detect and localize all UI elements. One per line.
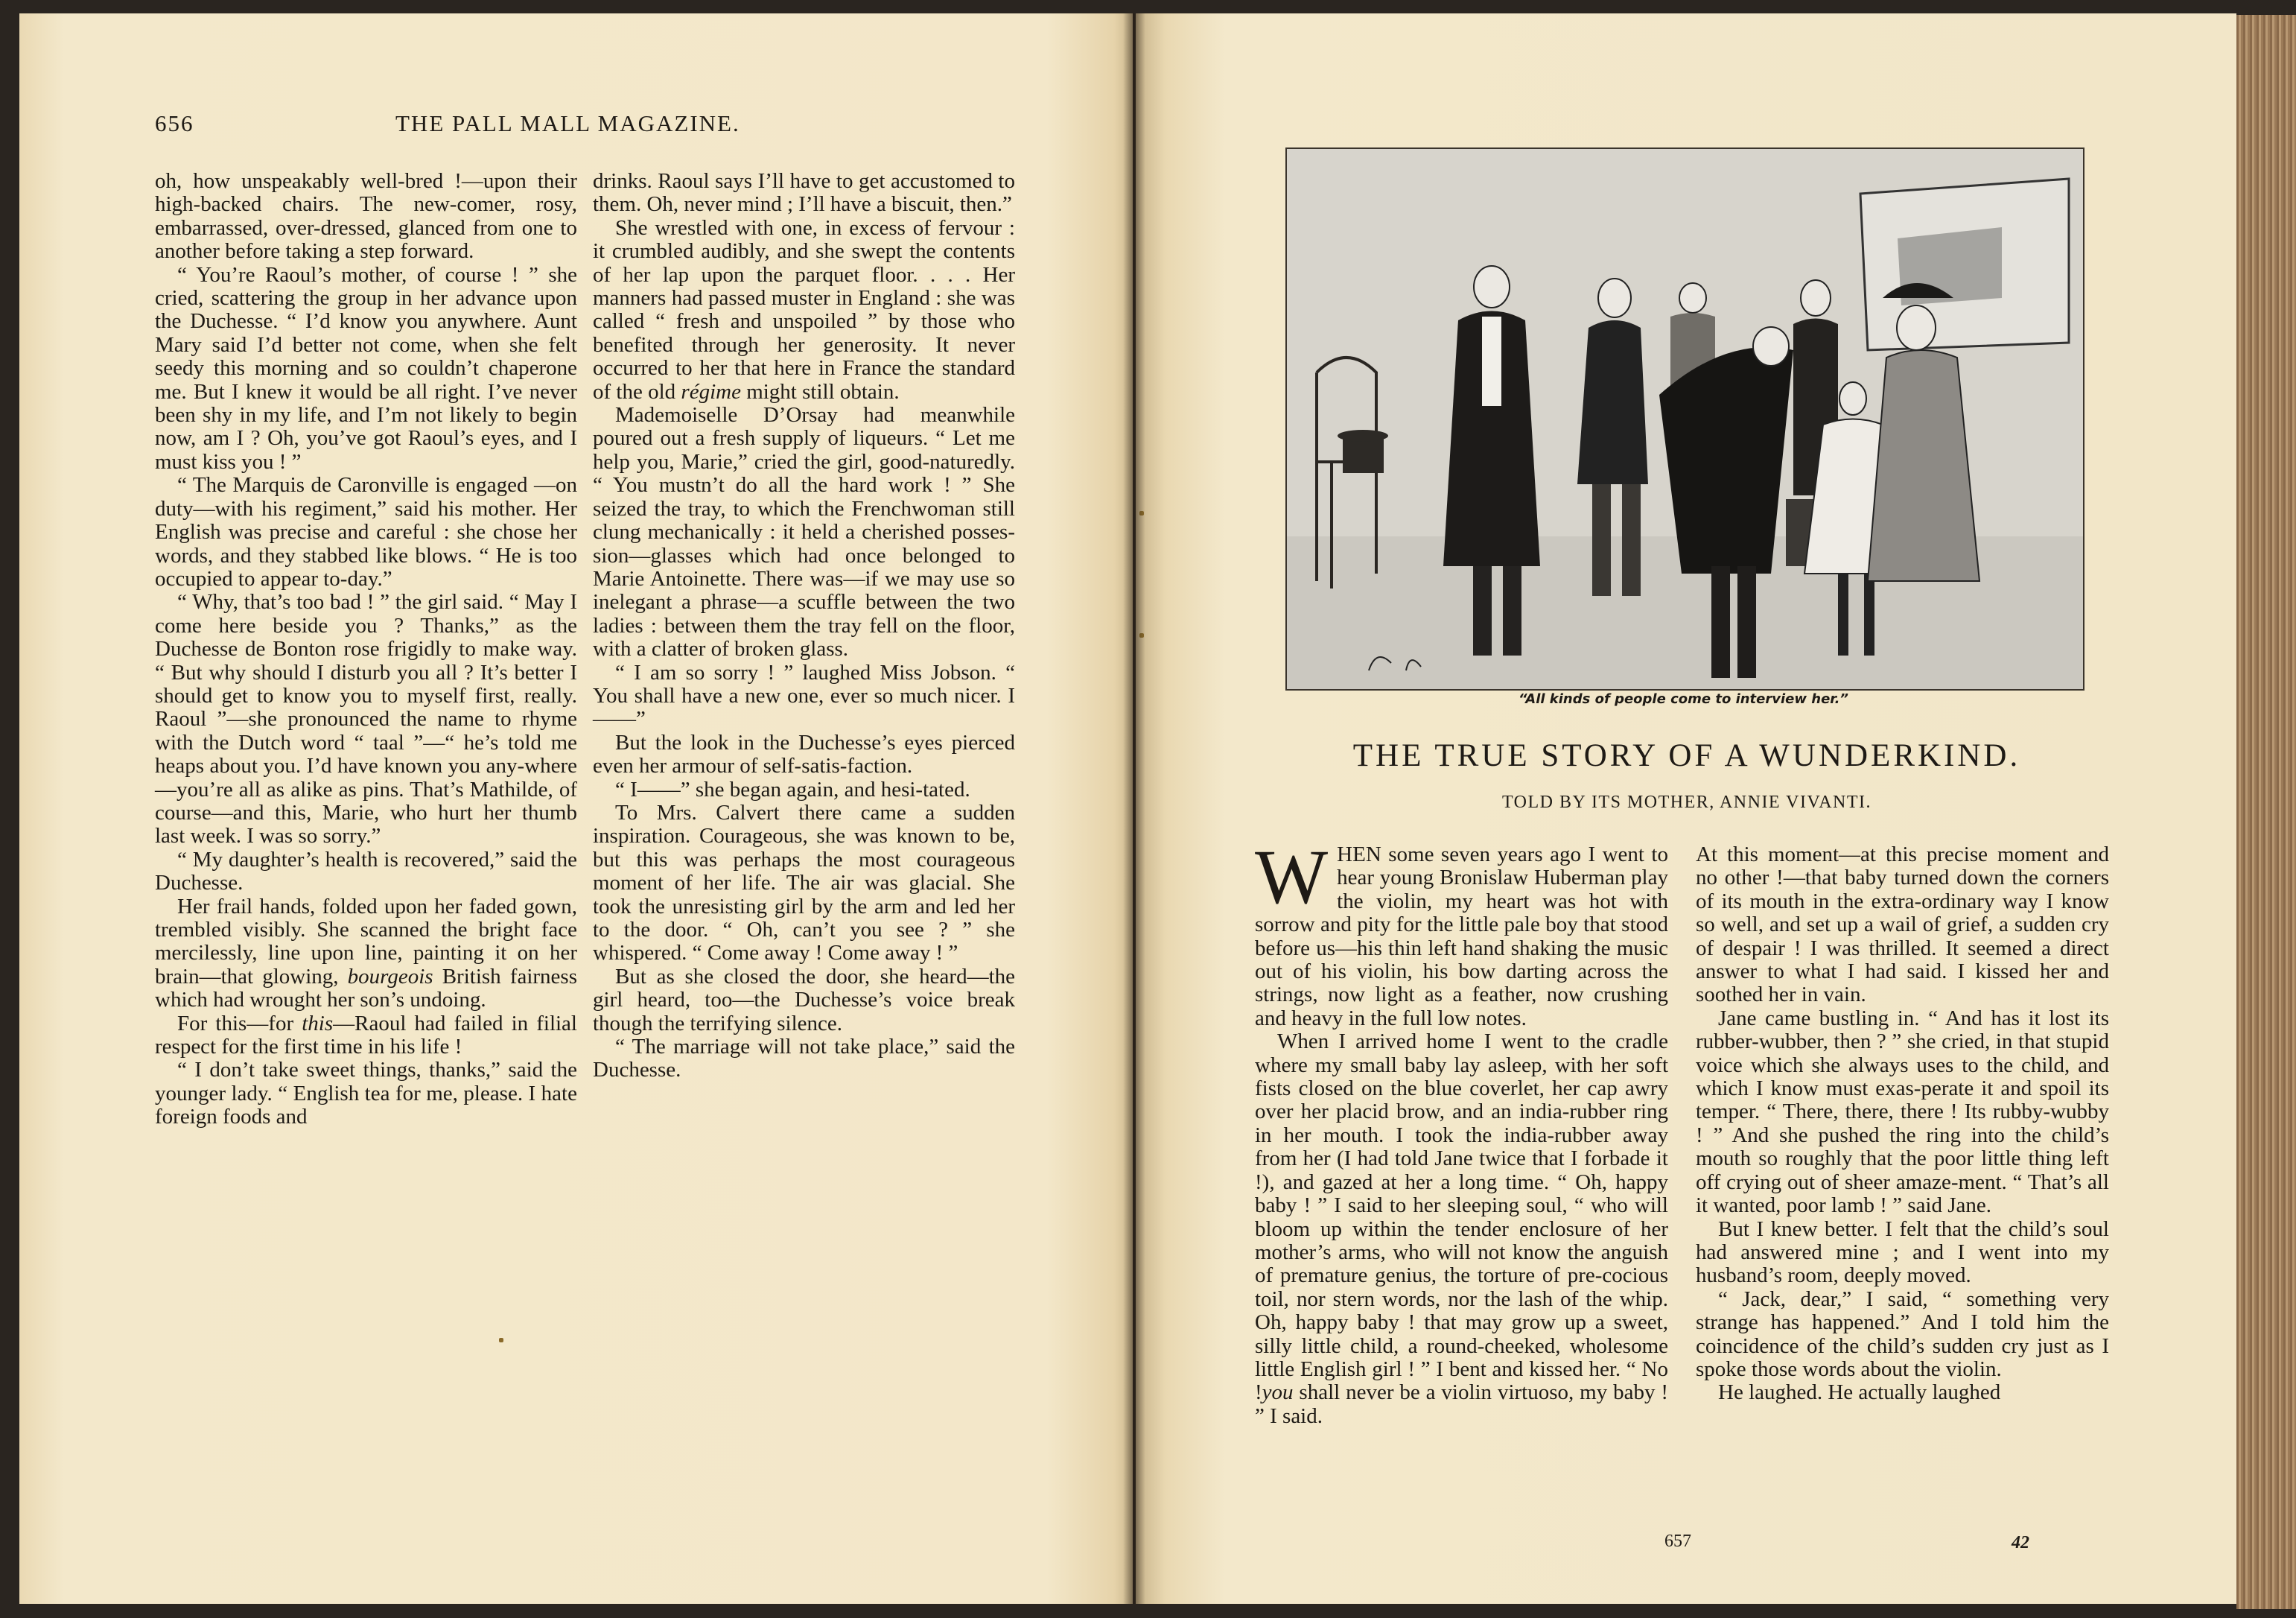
italic-text: régime (681, 379, 741, 404)
page-number-left: 656 (155, 110, 194, 136)
italic-text: this (302, 1011, 334, 1035)
paragraph-text: —Raoul had failed in filial respect for the first time in his life ! (155, 1011, 577, 1059)
paragraph (593, 778, 1015, 802)
paragraph (593, 802, 1015, 965)
italic-text: you (1262, 1380, 1294, 1405)
paragraph-text: “ I——” she began again, and hesi-tated. (615, 777, 970, 802)
paragraph (1255, 1030, 1668, 1428)
paragraph-text: But the look in the Duchesse’s eyes pierced even her armour of self-satis-faction. (593, 730, 1015, 778)
left-page (19, 13, 1133, 1604)
illustration-caption: “All kinds of people come to interview her.” (1518, 691, 1849, 707)
paragraph (1696, 1288, 2109, 1382)
gutter-shadow (1123, 13, 1145, 1604)
paragraph (593, 732, 1015, 778)
paragraph-text: She wrestled with one, in excess of fervour : it crumbled audibly, and she swept the contents of her lap upon the parquet floor. . . . Her manners had passed muster in England : she was called “ fresh and unspoiled ” by those who benefited through her generosity. It never occurred to her that here in France the standard of the old (593, 215, 1015, 404)
paragraph-text: To Mrs. Calvert there came a sudden inspiration. Courageous, she was known to be, but this was perhaps the most courageous moment of her life. The air was glacial. She took the unresisting girl by the arm and led her to the door. “ Oh, can’t you see ? ” she whispered. “ Come away ! Come away ! ” (593, 800, 1015, 965)
paragraph-text: “ Why, that’s too bad ! ” the girl said. “ May I come here beside you ? Thanks,” as the Duchesse de Bonton rose frigidly to make way. “ But why should I disturb you all ? It’s better I should get to know you to myself first, really. Raoul ”—she pronounced the name to rhyme with the Dutch word “ taal ”—“ he’s told me heaps about you. I’d have known you any-where—you’re all as alike as pins. That’s Mathilde, of course—and this, Marie, who hurt her thumb last week. I was so sorry.” (155, 590, 577, 848)
paragraph-text: But I knew better. I felt that the child’s soul had answered mine ; and I went into my husband’s room, deeply moved. (1696, 1216, 2109, 1288)
paragraph-text: For this—for (177, 1011, 302, 1035)
paragraph (1696, 1007, 2109, 1218)
paragraph (155, 895, 577, 1012)
paragraph (1696, 1381, 2109, 1404)
paragraph-text: “ Jack, dear,” I said, “ something very strange has happened.” And I told him the coincidence of the child’s sudden cry just as I spoke those words about the violin. (1696, 1287, 2109, 1381)
paragraph-text: HEN some seven years ago I went to hear young Bronislaw Huberman play the violin, my heart was hot with sorrow and pity for the little pale boy that stood before us—his thin left hand shaking the music out of his violin, his bow darting across the strings, now light as a feather, now crushing and heavy in the full low notes. (1255, 843, 1668, 1030)
illustration-drawing (1287, 149, 2083, 689)
paragraph-text: might still obtain. (740, 379, 900, 404)
paragraph (1255, 834, 1668, 1030)
paragraph (155, 1012, 577, 1059)
paragraph (155, 264, 577, 475)
paragraph-text: drinks. Raoul says I’ll have to get accustomed to them. Oh, never mind ; I’ll have a biscuit, then.” (593, 169, 1015, 217)
paragraph-text: oh, how unspeakably well-bred !—upon their high-backed chairs. The new-comer, rosy, embarrassed, over-dressed, glanced from one to another before taking a step forward. (155, 169, 577, 264)
paragraph-text: But as she closed the door, she heard—the girl heard, too—the Duchesse’s voice break though the terrifying silence. (593, 964, 1015, 1035)
paragraph-text: When I arrived home I went to the cradle where my small baby lay asleep, with her soft fists closed on the blue coverlet, her cap awry over her placid brow, and an india-rubber ring in her mouth. I took the india-rubber away from her (I had told Jane twice that I forbade it !), and gazed at her a long time. “ Oh, happy baby ! ” I said to her sleeping soul, “ who will bloom up within the tender enclosure of her mother’s arms, who will not know the anguish of premature genius, the torture of pre-cocious toil, nor stern words, nor the lash of the whip. Oh, happy baby ! that may grow up a sweet, silly little child, a round-cheeked, wholesome little English girl ! ” I bent and kissed her. “ No ! (1255, 1030, 1668, 1405)
paragraph (593, 404, 1015, 661)
paragraph (1696, 1218, 2109, 1288)
paragraph (1696, 843, 2109, 1007)
paragraph-text: He laughed. He actually laughed (1718, 1380, 2001, 1405)
paragraph-text: “ I don’t take sweet things, thanks,” said the younger lady. “ English tea for me, please. I hate foreign foods and (155, 1058, 577, 1129)
article-byline: TOLD BY ITS MOTHER, ANNIE VIVANTI. (1501, 793, 1872, 812)
paragraph-text: shall never be a violin virtuoso, my baby ! ” I said. (1255, 1380, 1668, 1428)
left-column-2 (593, 170, 1015, 1082)
paragraph (593, 170, 1015, 217)
print-mark (499, 1338, 503, 1342)
paragraph (593, 662, 1015, 732)
paragraph (155, 848, 577, 895)
paragraph-text: “ My daughter’s health is recovered,” said the Duchesse. (155, 847, 577, 895)
page-edges (2236, 15, 2296, 1609)
paragraph-text: “ The Marquis de Caronville is engaged —on duty—with his regiment,” said his mother. Her English was precise and careful : she chose her words, and they stabbed like blows. “ He is too occupied to appear to-day.” (155, 473, 577, 591)
signature-mark: 42 (2012, 1533, 2029, 1552)
paragraph-text: “ The marriage will not take place,” said the Duchesse. (593, 1035, 1015, 1082)
paragraph-text: “ I am so sorry ! ” laughed Miss Jobson. “ You shall have a new one, ever so much nicer. I——” (593, 660, 1015, 732)
italic-text: bourgeois (347, 964, 433, 989)
paragraph (593, 1035, 1015, 1082)
paragraph (155, 474, 577, 591)
paragraph-text: “ You’re Raoul’s mother, of course ! ” she cried, scattering the group in her advance upon the Duchesse. “ I’d know you anywhere. Aunt Mary said I’d better not come, when she felt seedy this morning and so couldn’t chaperone me. But I knew it would be all right. I’ve never been shy in my life, and I’m not likely to begin now, am I ? Oh, you’ve got Raoul’s eyes, and I must kiss you ! ” (155, 262, 577, 474)
right-column-1 (1255, 834, 1668, 1428)
paragraph-text: Jane came bustling in. “ And has it lost its rubber-wubber, then ? ” she cried, in that stupid voice which she always uses to the child, and which I know must exas-perate it and spoil its temper. “ There, there, there ! Its rubby-wubby ! ” And she pushed the ring into the child’s mouth so roughly that the poor little thing left off crying out of sheer amaze-ment. “ That’s all it wanted, poor lamb ! ” said Jane. (1696, 1006, 2109, 1218)
paragraph-text: Her frail hands, folded upon her faded gown, trembled visibly. She scanned the bright face mercilessly, line upon line, painting it on her brain—that glowing, (155, 894, 577, 989)
article-title: THE TRUE STORY OF A WUNDERKIND. (1352, 738, 2021, 773)
paragraph-text: At this moment—at this precise moment and no other !—that baby turned down the corners of its mouth in the extra-ordinary way I know so well, and set up a wail of grief, a sudden cry of despair ! I was thrilled. It seemed a direct answer to what I had said. I kissed her and soothed her in vain. (1696, 843, 2109, 1007)
drop-cap: W (1255, 834, 1329, 920)
page-number-right: 657 (1664, 1532, 1691, 1551)
paragraph (155, 591, 577, 848)
paragraph (593, 217, 1015, 404)
paragraph (155, 170, 577, 264)
illustration (1285, 147, 2084, 691)
paragraph (155, 1059, 577, 1129)
paragraph (593, 965, 1015, 1035)
paragraph-text: British fairness which had wrought her son’s undoing. (155, 964, 577, 1012)
right-page (1136, 13, 2236, 1604)
right-column-2 (1696, 843, 2109, 1405)
left-column-1 (155, 170, 577, 1129)
running-head: THE PALL MALL MAGAZINE. (395, 110, 740, 136)
paragraph-text: Mademoiselle D’Orsay had meanwhile poured out a fresh supply of liqueurs. “ Let me help you, Marie,” cried the girl, good-naturedly. “ You mustn’t do all the hard work ! ” She seized the tray, to which the Frenchwoman still clung mechanically : it held a cherished posses-sion—glasses which had once belonged to Marie Antoinette. There was—if we may use so inelegant a phrase—a scuffle between the two ladies : between them the tray fell on the floor, with a clatter of broken glass. (593, 403, 1015, 662)
